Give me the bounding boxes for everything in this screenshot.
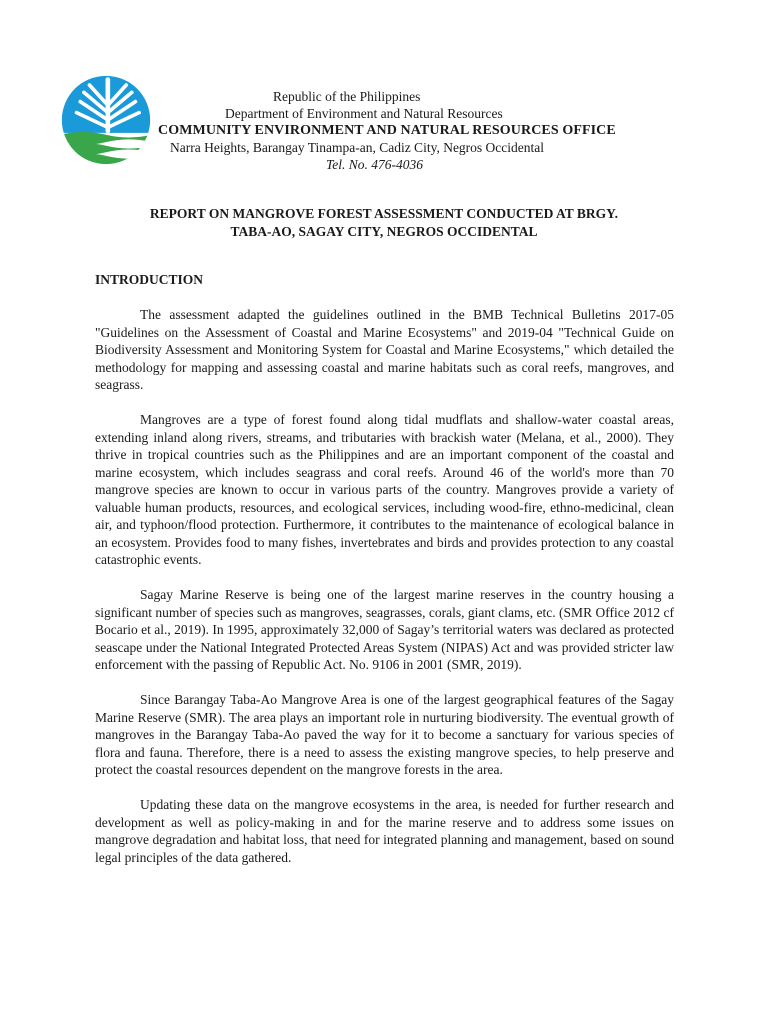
- paragraph-taba-ao-mangrove-area: Since Barangay Taba-Ao Mangrove Area is one of the largest geographical features of the Sagay Marine Reserve (SMR). The area plays an important role in nurturing biodiversity. The eventual growth of mangroves in the Barangay Taba-Ao paved the way for it to become a sanctuary for various species of flora and fauna. Therefore, there is a need to assess the existing mangrove species, to help preserve and protect the coastal resources dependent on the mangrove forests in the area.: [95, 692, 674, 777]
- paragraph-updating-data: Updating these data on the mangrove ecosystems in the area, is needed for further research and development as well as policy-making in and for the marine reserve and to address some issues on mangrove degradation and habitat loss, that need for integrated planning and management, based on sound legal principles of the data gathered.: [95, 797, 674, 865]
- paragraph-sagay-marine-reserve: Sagay Marine Reserve is being one of the largest marine reserves in the country housing a significant number of species such as mangroves, seagrasses, corals, giant clams, etc. (SMR Office 2012 cf Bocario et al., 2019). In 1995, approximately 32,000 of Sagay’s territorial waters was declared as protected seascape under the National Integrated Protected Areas System (NIPAS) Act and was provided stricter law enforcement with the passing of Republic Act. No. 9106 in 2001 (SMR, 2019).: [95, 587, 674, 672]
- department-line: Department of Environment and Natural Resources: [225, 106, 503, 121]
- telephone-number: Tel. No. 476-4036: [326, 157, 424, 172]
- republic-line: Republic of the Philippines: [273, 89, 421, 104]
- letterhead: [150, 88, 680, 173]
- paragraph-assessment-guidelines: The assessment adapted the guidelines outlined in the BMB Technical Bulletins 2017-05 "Guidelines on the Assessment of Coastal and Marine Ecosystems" and 2019-04 "Technical Guide on Biodiversity Assessment and Monitoring System for Coastal and Marine Ecosystems," which detailed the methodology for mapping and assessing coastal and marine habitats such as coral reefs, mangroves, and seagrass.: [95, 307, 674, 392]
- report-title-line-2: TABA-AO, SAGAY CITY, NEGROS OCCIDENTAL: [230, 224, 538, 239]
- office-name: COMMUNITY ENVIRONMENT AND NATURAL RESOURCES OFFICE: [158, 123, 616, 138]
- report-title-line-1: REPORT ON MANGROVE FOREST ASSESSMENT CONDUCTED AT BRGY.: [149, 206, 619, 221]
- introduction-body: [95, 306, 674, 884]
- introduction-heading: INTRODUCTION: [95, 272, 204, 287]
- report-title: [96, 205, 672, 241]
- denr-logo-icon: [60, 74, 152, 166]
- office-address: Narra Heights, Barangay Tinampa-an, Cadiz City, Negros Occidental: [170, 140, 545, 155]
- paragraph-mangroves-overview: Mangroves are a type of forest found along tidal mudflats and shallow-water coastal areas, extending inland along rivers, streams, and tributaries with brackish water (Melana, et al., 2000). They thrive in tropical countries such as the Philippines and are an important component of the coastal and marine ecosystem, which includes seagrass and coral reefs. Around 46 of the world's more than 70 mangrove species are known to occur in various parts of the country. Mangroves provide a variety of valuable human products, resources, and ecological services, including wood-fire, ethno-medicinal, clean air, and typhoon/flood protection. Furthermore, it contributes to the maintenance of ecological balance in an ecosystem. Provides food to many fishes, invertebrates and birds and provides protection to any coastal catastrophic events.: [95, 412, 674, 567]
